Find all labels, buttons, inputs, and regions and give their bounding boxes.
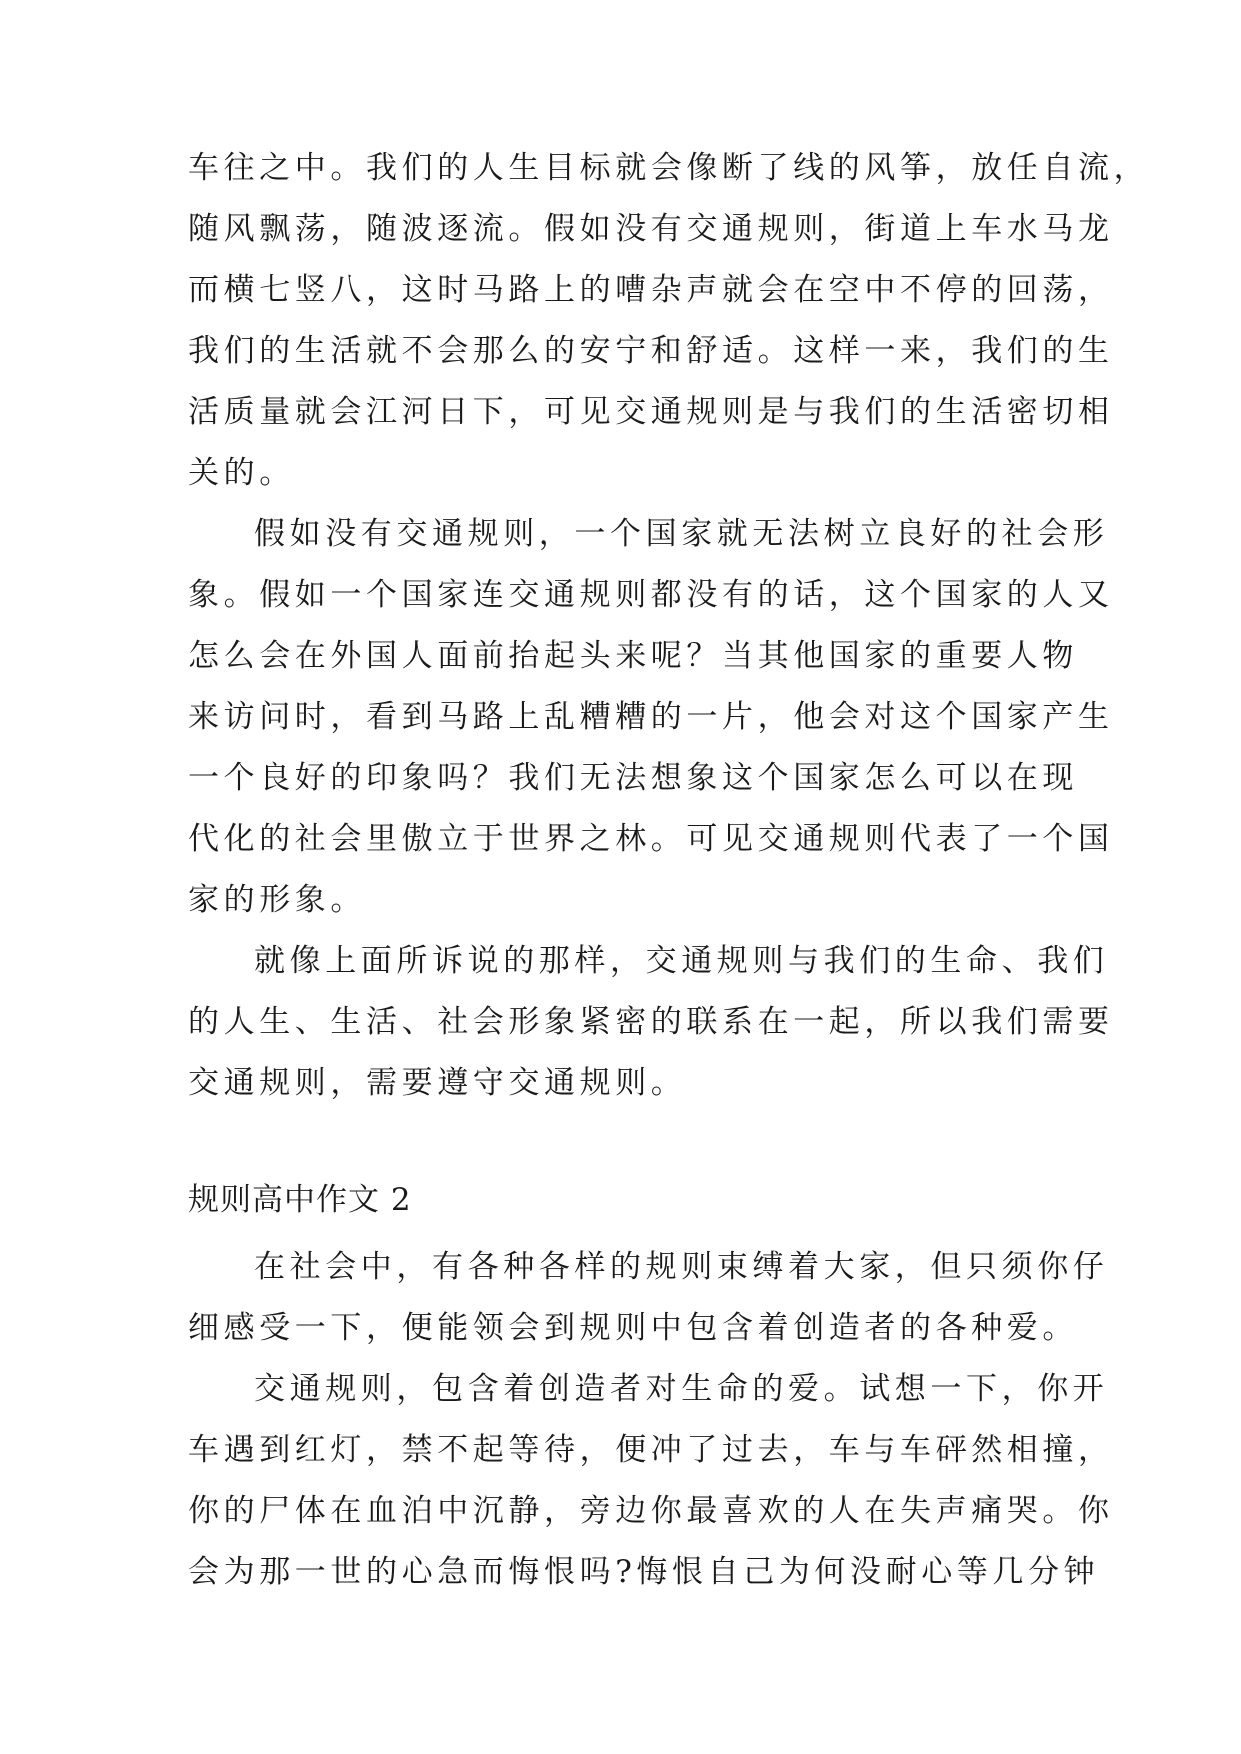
paragraph-line: 代化的社会里傲立于世界之林。可见交通规则代表了一个国 [188, 821, 1114, 857]
paragraph-line: 活质量就会江河日下，可见交通规则是与我们的生活密切相 [188, 394, 1114, 430]
paragraph-line: 家的形象。 [188, 882, 366, 918]
paragraph-line: 假如没有交通规则，一个国家就无法树立良好的社会形 [254, 516, 1109, 552]
paragraph-line: 随风飘荡，随波逐流。假如没有交通规则，街道上车水马龙 [188, 211, 1114, 247]
paragraph-line: 你的尸体在血泊中沉静，旁边你最喜欢的人在失声痛哭。你 [188, 1493, 1114, 1529]
paragraph-line: 会为那一世的心急而悔恨吗?悔恨自己为何没耐心等几分钟 [188, 1554, 1100, 1590]
paragraph-line: 来访问时，看到马路上乱糟糟的一片，他会对这个国家产生 [188, 699, 1114, 735]
paragraph-line: 而横七竖八，这时马路上的嘈杂声就会在空中不停的回荡， [188, 272, 1114, 308]
paragraph-line: 车往之中。我们的人生目标就会像断了线的风筝，放任自流， [188, 150, 1150, 186]
paragraph-line: 就像上面所诉说的那样，交通规则与我们的生命、我们 [254, 943, 1109, 979]
paragraph-line: 细感受一下，便能领会到规则中包含着创造者的各种爱。 [188, 1310, 1078, 1346]
paragraph-line: 象。假如一个国家连交通规则都没有的话，这个国家的人又 [188, 577, 1114, 613]
paragraph-line: 交通规则，包含着创造者对生命的爱。试想一下，你开 [254, 1371, 1109, 1407]
paragraph-line: 怎么会在外国人面前抬起头来呢？当其他国家的重要人物 [188, 638, 1078, 674]
paragraph-line: 我们的生活就不会那么的安宁和舒适。这样一来，我们的生 [188, 333, 1114, 369]
paragraph-line: 车遇到红灯，禁不起等待，便冲了过去，车与车砰然相撞， [188, 1432, 1114, 1468]
paragraph-line: 交通规则，需要遵守交通规则。 [188, 1065, 687, 1101]
section-heading: 规则高中作文 2 [188, 1182, 412, 1218]
paragraph-line: 关的。 [188, 455, 295, 491]
paragraph-line: 一个良好的印象吗？我们无法想象这个国家怎么可以在现 [188, 760, 1078, 796]
paragraph-line: 的人生、生活、社会形象紧密的联系在一起，所以我们需要 [188, 1004, 1114, 1040]
paragraph-line: 在社会中，有各种各样的规则束缚着大家，但只须你仔 [254, 1249, 1109, 1285]
